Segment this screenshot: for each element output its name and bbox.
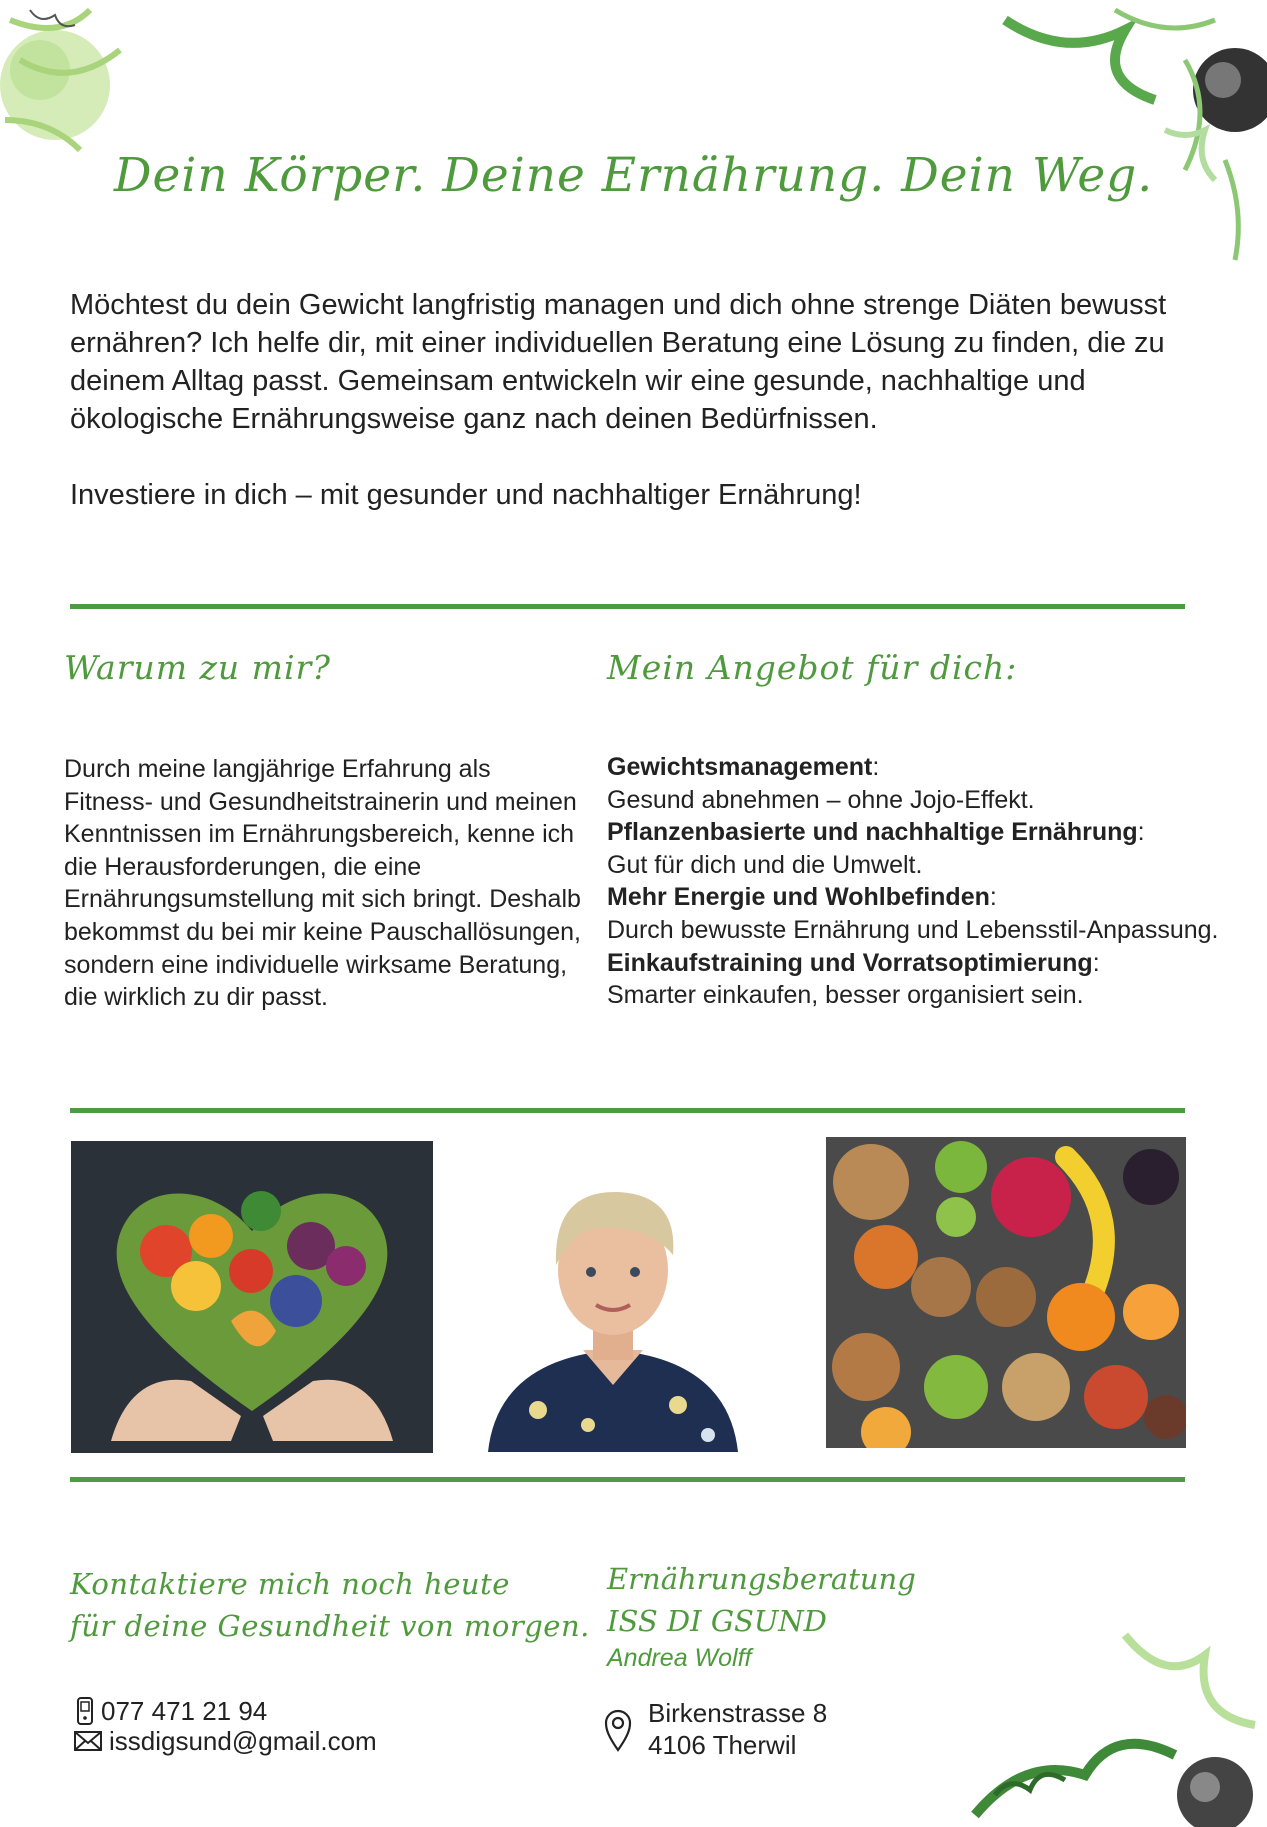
offer-list	[607, 751, 1227, 1012]
phone-number[interactable]: 077 471 21 94	[101, 1696, 268, 1726]
divider-3	[70, 1477, 1185, 1482]
offer-item-text: Gesund abnehmen – ohne Jojo-Effekt.	[607, 785, 1035, 814]
photo-fruits-nuts	[826, 1137, 1186, 1448]
intro-paragraph-2: Investiere in dich – mit gesunder und nachhaltiger Ernährung!	[70, 479, 862, 511]
intro-paragraph-1: Möchtest du dein Gewicht langfristig managen und dich ohne strenge Diäten bewusst ernähren? Ich helfe dir, mit einer individuellen Beratung eine Lösung zu finden, die zu deinem Alltag passt. Gemeinsam entwickeln wir eine gesunde, nachhaltige und ökologische Ernährungsweise ganz nach deinen Bedürfnissen.	[70, 289, 1167, 435]
offer-item-heading: Pflanzenbasierte und nachhaltige Ernährung	[607, 818, 1138, 847]
intro-text	[70, 286, 1190, 514]
address-city: 4106 Therwil	[648, 1730, 797, 1760]
offer-item: Einkaufstraining und Vorratsoptimierung: Smarter einkaufen, besser organisiert sein.	[607, 948, 1100, 1010]
corner-leaf-bottom-right	[965, 1615, 1267, 1827]
business-type: Ernährungsberatung	[607, 1562, 916, 1596]
divider-1	[70, 604, 1185, 609]
contact-heading-line-1: Kontaktiere mich noch heute	[70, 1567, 510, 1601]
phone-icon	[75, 1696, 95, 1726]
business-name: ISS DI GSUND	[607, 1604, 827, 1638]
portrait-illustration	[478, 1170, 748, 1452]
email-address[interactable]: issdigsund@gmail.com	[109, 1726, 377, 1756]
photo-vegetable-heart	[71, 1141, 433, 1453]
fruits-nuts-illustration	[826, 1137, 1186, 1448]
offer-item-text: Smarter einkaufen, besser organisiert sein.	[607, 981, 1084, 1010]
offer-item-text: Durch bewusste Ernährung und Lebensstil-Anpassung.	[607, 915, 1219, 944]
address-line	[648, 1697, 827, 1761]
location-pin-icon	[603, 1708, 633, 1752]
mail-icon	[73, 1729, 103, 1753]
photo-portrait	[478, 1170, 748, 1452]
phone-line[interactable]	[75, 1695, 267, 1727]
page-headline: Dein Körper. Deine Ernährung. Dein Weg.	[113, 148, 1154, 203]
contact-heading-line-2: für deine Gesundheit von morgen.	[70, 1609, 590, 1643]
business-info	[607, 1558, 916, 1674]
email-line[interactable]	[73, 1725, 377, 1757]
address-street: Birkenstrasse 8	[648, 1698, 828, 1728]
offer-item-heading: Gewichtsmanagement	[607, 753, 873, 781]
why-title: Warum zu mir?	[64, 648, 331, 687]
offer-item: Mehr Energie und Wohlbefinden: Durch bewusste Ernährung und Lebensstil-Anpassung.	[607, 883, 1219, 944]
offer-item-heading: Einkaufstraining und Vorratsoptimierung	[607, 948, 1093, 977]
offer-title: Mein Angebot für dich:	[607, 648, 1018, 687]
vegetable-heart-illustration	[71, 1141, 433, 1453]
why-text: Durch meine langjährige Erfahrung als Fitness- und Gesundheitstrainerin und meinen Kenntnissen im Ernährungsbereich, kenne ich die Herausforderungen, die eine Ernährungsumstellung mit sich bringt. Deshalb bekommst du bei mir keine Pauschallösungen, sondern eine individuelle wirksame Beratung, die wirklich zu dir passt.	[64, 755, 581, 1012]
contact-heading	[70, 1563, 590, 1647]
corner-leaf-top-right	[985, 0, 1267, 280]
divider-2	[70, 1108, 1185, 1113]
owner-name: Andrea Wolff	[607, 1644, 752, 1672]
offer-item-heading: Mehr Energie und Wohlbefinden	[607, 883, 990, 912]
offer-item: Pflanzenbasierte und nachhaltige Ernährung: Gut für dich und die Umwelt.	[607, 818, 1145, 879]
offer-item-text: Gut für dich und die Umwelt.	[607, 850, 923, 879]
offer-item: Gewichtsmanagement: Gesund abnehmen – ohne Jojo-Effekt.	[607, 753, 1035, 814]
